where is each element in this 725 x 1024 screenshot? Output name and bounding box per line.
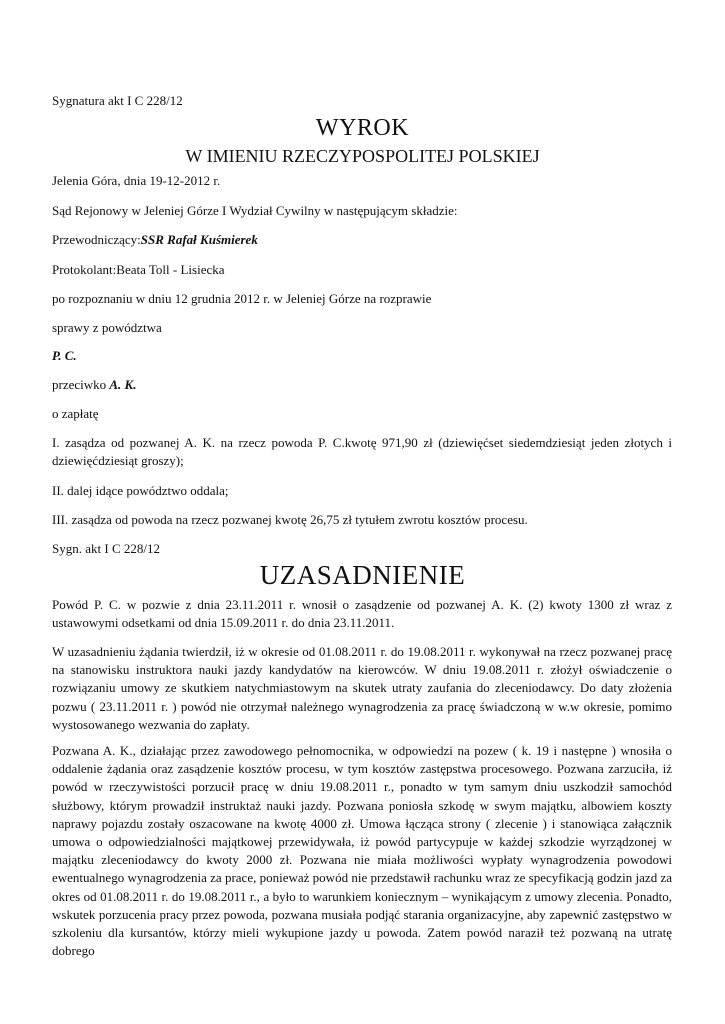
against-line [52,376,136,393]
justification-paragraph: Pozwana A. K., działając przez zawodowego pełnomocnika, w odpowiedzi na pozew ( k. 19 i następne ) wnosiła o oddalenie żądania oraz zasądzenie kosztów procesu, w tym kosztów zastępstwa procesowego. Pozwana zarzuciła, iż powód w rzeczywistości porzucił pracę w dniu 19.08.2011 r., ponadto w tym samym dniu uszkodził samochód służbowy, którym prowadził instruktaż nauki jazdy. Pozwana poniosła szkodę w swym majątku, albowiem koszty naprawy pojazdu zostały oszacowane na kwotę 4000 zł. Umowa łącząca strony ( zlecenie ) i stanowiąca załącznik umowa o odpowiedzialności majątkowej przewidywała, iż powód partycypuje w każdej szkodzie wyrządzonej w majątku zleceniodawcy do kwoty 2000 zł. Pozwana nie miała możliwości wypłaty wynagrodzenia powodowi ewentualnego wynagrodzenia za prace, ponieważ powód nie przedstawił rachunku wraz ze specyfikacją godzin jazd za okres od 01.08.2011 r. do 19.08.2011 r., a było to warunkiem koniecznym – wynikającym z umowy zlecenia. Ponadto, wskutek porzucenia pracy przez powoda, pozwana musiała podjąć starania organizacyjne, aby zapewnić zastępstwo w szkoleniu dla kursantów, którzy mieli wykupione jazdy u powoda. Zatem powód naraził też pozwaną na utratę dobrego [52,743,672,959]
verdict-title: WYROK [315,115,410,141]
chair-name: SSR Rafał Kuśmierek [140,232,258,247]
justification-paragraph: Powód P. C. w pozwie z dnia 23.11.2011 r. wnosił o zasądzenie od pozwanej A. K. (2) kwoty 1300 zł wraz z ustawowymi odsetkami od dnia 15.09.2011 r. do dnia 23.11.2011. [52,597,672,631]
chair-line [52,231,258,248]
verdict-point-3: III. zasądza od powoda na rzecz pozwanej kwotę 26,75 zł tytułem zwrotu kosztów procesu. [52,512,528,527]
against-label: przeciwko [52,377,110,392]
clerk-line: Protokolant:Beata Toll - Lisiecka [52,262,225,277]
case-signature: Sygnatura akt I C 228/12 [52,93,183,108]
defendant-name: A. K. [109,377,137,392]
subject-line: o zapłatę [52,406,99,421]
verdict-point-2: II. dalej idące powództwo oddala; [52,483,229,498]
verdict-subtitle: W IMIENIU RZECZYPOSPOLITEJ POLSKIEJ [185,146,540,166]
justification-signature: Sygn. akt I C 228/12 [52,541,160,556]
chair-label: Przewodniczący: [52,232,141,247]
court-composition: Sąd Rejonowy w Jeleniej Górze I Wydział Cywilny w następującym składzie: [52,203,458,218]
place-date: Jelenia Góra, dnia 19-12-2012 r. [52,173,221,188]
case-from-line: sprawy z powództwa [52,320,162,335]
verdict-point-1: I. zasądza od pozwanej A. K. na rzecz powoda P. C.kwotę 971,90 zł (dziewięćset siedemdziesiąt jeden złotych i dziewięćdziesiąt groszy); [52,435,672,469]
hearing-line: po rozpoznaniu w dniu 12 grudnia 2012 r. w Jeleniej Górze na rozprawie [52,291,432,306]
justification-paragraph: W uzasadnieniu żądania twierdził, iż w okresie od 01.08.2011 r. do 19.08.2011 r. wykonywał na rzecz pozwanej pracę na stanowisku instruktora nauki jazdy kandydatów na kierowców. W dniu 19.08.2011 r. złożył oświadczenie o rozwiązaniu umowy ze skutkiem natychmiastowym na skutek utraty zaufania do zleceniodawcy. Do daty złożenia pozwu ( 23.11.2011 r. ) powód nie otrzymał należnego wynagrodzenia za pracę świadczoną w w.w okresie, pomimo wystosowanego wezwania do zapłaty. [52,644,672,732]
plaintiff-name: P. C. [52,348,77,363]
justification-title: UZASADNIENIE [259,560,466,590]
